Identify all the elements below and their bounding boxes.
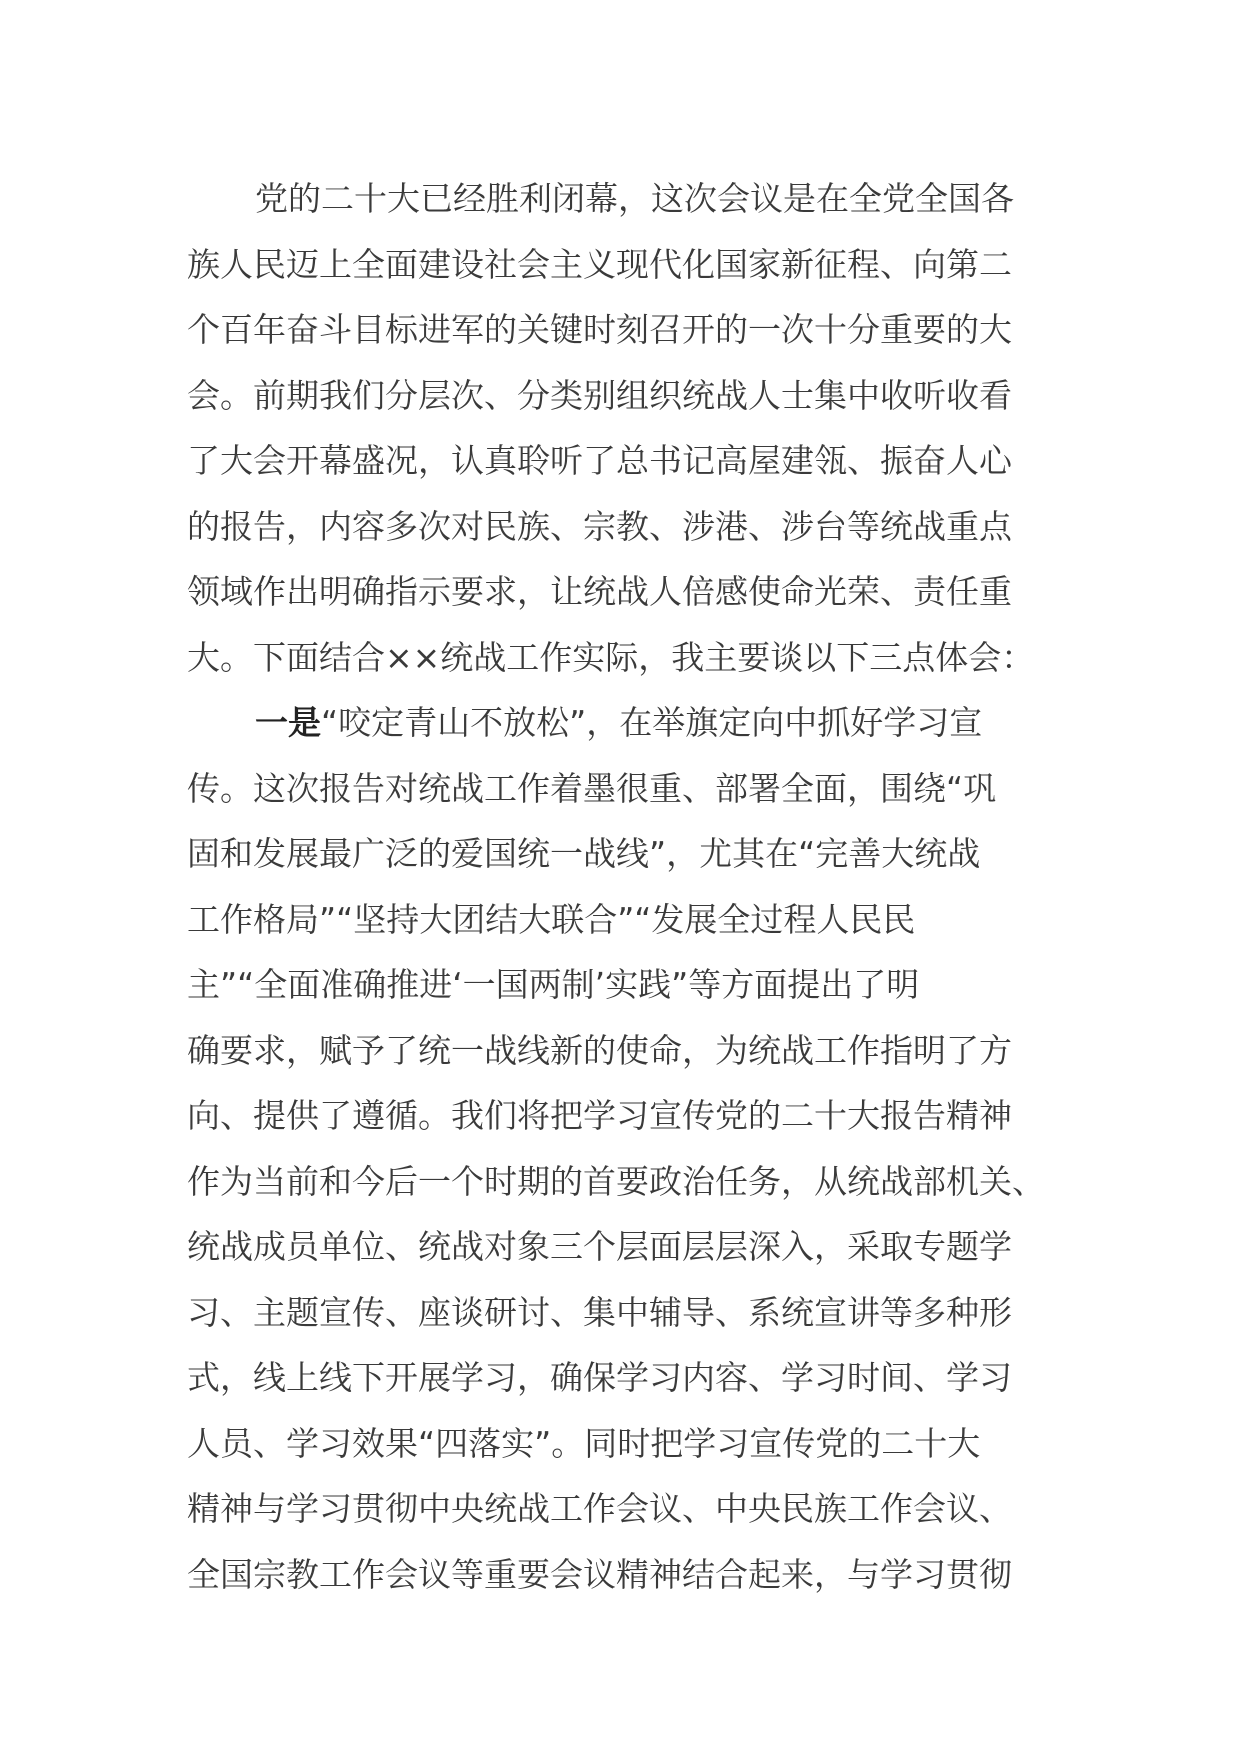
- paragraph-2-lead: 一是: [255, 703, 321, 742]
- paragraph-1-line: 了大会开幕盛况，认真聆听了总书记高屋建瓴、振奋人心: [187, 441, 1012, 480]
- paragraph-1-line: 族人民迈上全面建设社会主义现代化国家新征程、向第二: [187, 244, 1012, 284]
- paragraph-2-line: 精神与学习贯彻中央统战工作会议、中央民族工作会议、: [187, 1489, 1012, 1528]
- paragraph-2-first-line: [187, 690, 1067, 756]
- paragraph-2-line: 式，线上线下开展学习，确保学习内容、学习时间、学习: [187, 1358, 1012, 1397]
- paragraph-1-line: 个百年奋斗目标进军的关键时刻召开的一次十分重要的大: [187, 310, 1012, 349]
- paragraph-2-line: 主”“全面准确推进‘一国两制’实践”等方面提出了明: [187, 965, 920, 1004]
- paragraph-1-line: 大。下面结合××统战工作实际，我主要谈以下三点体会：: [187, 637, 1035, 677]
- paragraph-2-line: 向、提供了遵循。我们将把学习宣传党的二十大报告精神: [187, 1096, 1012, 1135]
- paragraph-2-line: 工作格局”“坚持大团结大联合”“发展全过程人民民: [187, 899, 916, 939]
- paragraph-2-line: 全国宗教工作会议等重要会议精神结合起来，与学习贯彻: [187, 1554, 1012, 1594]
- body-text: [187, 166, 1067, 1607]
- paragraph-2-line: 传。这次报告对统战工作着墨很重、部署全面，围绕“巩: [187, 768, 997, 808]
- paragraph-1-line: 领域作出明确指示要求，让统战人倍感使命光荣、责任重: [187, 572, 1012, 611]
- paragraph-1-line: 党的二十大已经胜利闭幕，这次会议是在全党全国各: [255, 179, 1014, 218]
- paragraph-1-line: 会。前期我们分层次、分类别组织统战人士集中收听收看: [187, 375, 1012, 415]
- paragraph-2-line: 人员、学习效果“四落实”。同时把学习宣传党的二十大: [187, 1423, 981, 1463]
- paragraph-2-first-line-text: “咬定青山不放松”，在举旗定向中抓好学习宣: [321, 703, 983, 742]
- paragraph-2-line: 作为当前和今后一个时期的首要政治任务，从统战部机关、: [187, 1161, 1045, 1201]
- paragraph-2-line: 固和发展最广泛的爱国统一战线”，尤其在“完善大统战: [187, 834, 981, 873]
- paragraph-2-line: 习、主题宣传、座谈研讨、集中辅导、系统宣讲等多种形: [187, 1292, 1012, 1332]
- paragraph-2-line: 确要求，赋予了统一战线新的使命，为统战工作指明了方: [187, 1030, 1012, 1070]
- paragraph-2-line: 统战成员单位、统战对象三个层面层层深入，采取专题学: [187, 1227, 1012, 1266]
- paragraph-1-line: 的报告，内容多次对民族、宗教、涉港、涉台等统战重点: [187, 506, 1012, 546]
